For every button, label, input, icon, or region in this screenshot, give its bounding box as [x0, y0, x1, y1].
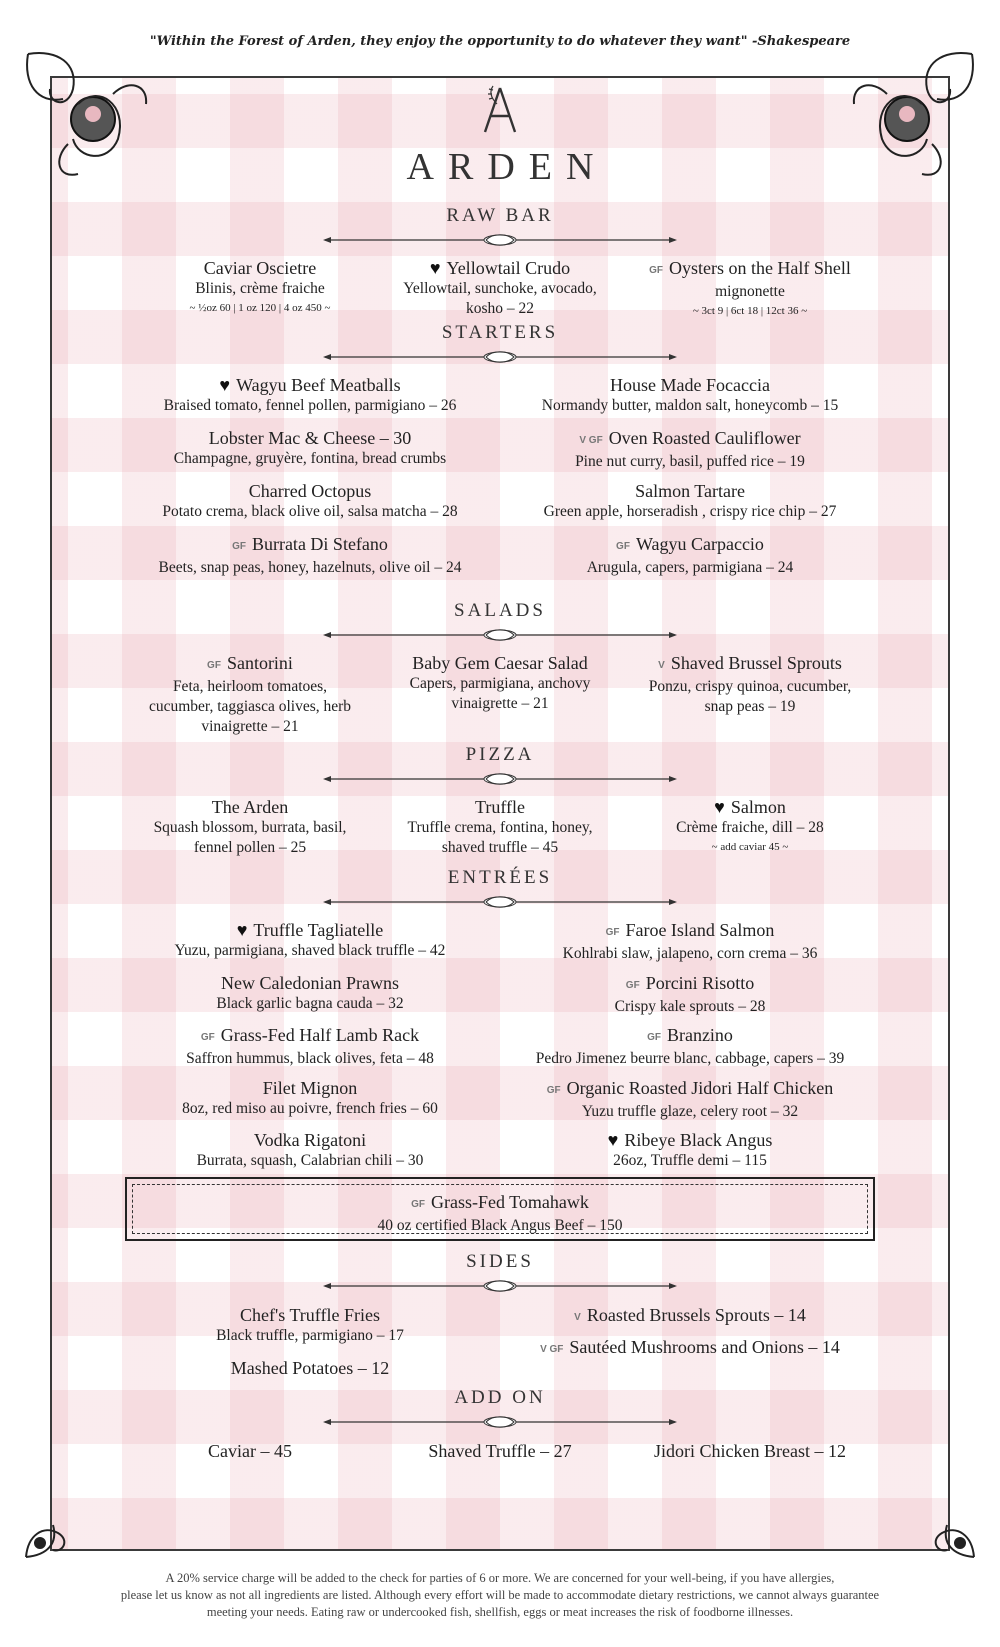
section-title-pizza: PIZZA [465, 744, 535, 765]
item-desc: 26oz, Truffle demi – 115 [613, 1152, 767, 1169]
item-desc: kosho – 22 [465, 300, 535, 317]
item-name: Grass-Fed Tomahawk [431, 1192, 589, 1212]
diet-tag: V GF [540, 1344, 564, 1355]
section-title-salads: SALADS [454, 600, 546, 621]
menu-item [120, 1129, 500, 1171]
item-name: Caviar – 45 [208, 1441, 292, 1461]
diet-tag: GF [649, 265, 663, 276]
item-name: Wagyu Beef Meatballs [236, 375, 401, 395]
menu-item [150, 1357, 470, 1379]
section-divider [323, 891, 677, 913]
item-name: Jidori Chicken Breast – 12 [654, 1441, 846, 1461]
item-desc: Yellowtail, sunchoke, avocado, [403, 280, 597, 297]
footer-disclaimer [60, 1570, 940, 1621]
item-name: Santorini [226, 653, 293, 673]
item-desc: mignonette [715, 283, 785, 300]
section-title-raw-bar: RAW BAR [446, 205, 554, 226]
item-name: Lobster Mac & Cheese – 30 [208, 428, 412, 448]
heart-icon: ♥ [607, 1130, 619, 1150]
section-title-sides: SIDES [466, 1251, 534, 1272]
item-desc: Ponzu, crispy quinoa, cucumber, [648, 678, 852, 695]
item-desc: Crème fraiche, dill – 28 [676, 819, 824, 836]
item-desc: shaved truffle – 45 [441, 839, 559, 856]
item-name: Caviar Oscietre [203, 258, 317, 278]
item-name: Shaved Truffle – 27 [428, 1441, 572, 1461]
item-desc: Beets, snap peas, honey, hazelnuts, olive oil – 24 [158, 559, 462, 576]
section-divider [323, 346, 677, 368]
section-divider [323, 768, 677, 790]
item-desc: Squash blossom, burrata, basil, [153, 819, 347, 836]
diet-tag: V [574, 1312, 581, 1323]
menu-item [380, 796, 620, 858]
item-desc: Truffle crema, fontina, honey, [407, 819, 593, 836]
item-name: Wagyu Carpaccio [635, 534, 764, 554]
section-title-entrees: ENTRÉES [447, 867, 553, 888]
menu-item [500, 480, 880, 522]
item-desc: Champagne, gruyère, fontina, bread crumbs [173, 450, 447, 467]
item-desc: Arugula, capers, parmigiana – 24 [586, 559, 794, 576]
item-name: Truffle [474, 797, 525, 817]
menu-item [500, 1336, 880, 1361]
menu-item [380, 257, 620, 319]
featured-item [300, 1191, 700, 1236]
item-note: ~ 3ct 9 | 6ct 18 | 12ct 36 ~ [692, 305, 808, 317]
item-desc: vinaigrette – 21 [201, 718, 299, 735]
diet-tag: GF [647, 1032, 661, 1043]
item-desc: Normandy butter, maldon salt, honeycomb – 15 [541, 397, 839, 414]
item-name: Grass-Fed Half Lamb Rack [220, 1025, 420, 1045]
item-desc: Feta, heirloom tomatoes, [172, 678, 328, 695]
menu-item [500, 533, 880, 578]
item-desc: Saffron hummus, black olives, feta – 48 [186, 1050, 434, 1067]
diet-tag: V GF [579, 435, 603, 446]
item-name: Burrata Di Stefano [251, 534, 388, 554]
item-desc: Yuzu truffle glaze, celery root – 32 [581, 1103, 799, 1120]
item-desc: Green apple, horseradish , crispy rice chip – 27 [543, 503, 837, 520]
section-divider [323, 1275, 677, 1297]
item-name: Sautéed Mushrooms and Onions – 14 [569, 1337, 840, 1357]
item-desc: Black truffle, parmigiano – 17 [216, 1327, 404, 1344]
item-name: Filet Mignon [262, 1078, 358, 1098]
item-name: Yellowtail Crudo [446, 258, 571, 278]
item-name: House Made Focaccia [610, 375, 770, 395]
item-name: Branzino [666, 1025, 733, 1045]
menu-item [120, 972, 500, 1014]
brand-name: ARDEN [406, 146, 608, 188]
diet-tag: GF [546, 1085, 561, 1096]
diet-tag: GF [616, 541, 630, 552]
footer-line: meeting your needs. Eating raw or undercooked fish, shellfish, eggs or meat increases the risk of foodborne illnesses. [206, 1605, 794, 1619]
item-desc: Burrata, squash, Calabrian chili – 30 [196, 1152, 424, 1169]
menu-item [150, 1304, 470, 1346]
item-name: Charred Octopus [248, 481, 372, 501]
item-name: Oven Roasted Cauliflower [608, 428, 801, 448]
item-name: Shaved Brussel Sprouts [670, 653, 842, 673]
item-name: Baby Gem Caesar Salad [412, 653, 588, 673]
diet-tag: V [658, 660, 665, 671]
item-name: New Caledonian Prawns [221, 973, 399, 993]
menu-item [500, 919, 880, 964]
item-desc: Braised tomato, fennel pollen, parmigiano – 26 [163, 397, 457, 414]
item-desc: snap peas – 19 [704, 698, 796, 715]
menu-item [120, 919, 500, 961]
heart-icon: ♥ [236, 920, 248, 940]
item-name: Oysters on the Half Shell [668, 258, 851, 278]
arden-logo-icon [0, 84, 1000, 140]
footer-line: please let us know as not all ingredients are listed. Although every effort will be made to accommodate dietary restrictions, we cannot always guarantee [120, 1588, 880, 1602]
item-desc: Potato crema, black olive oil, salsa matcha – 28 [162, 503, 458, 520]
corner-ornament-bottom-right [912, 1495, 982, 1565]
menu-item [140, 257, 380, 317]
menu-item [500, 1024, 880, 1069]
menu-item [620, 1440, 880, 1462]
menu-item [500, 1129, 880, 1171]
menu-item [120, 480, 500, 522]
menu-item [380, 652, 620, 714]
item-name: Organic Roasted Jidori Half Chicken [566, 1078, 834, 1098]
section-title-add-on: ADD ON [454, 1387, 546, 1408]
menu-item [130, 796, 370, 858]
menu-item [120, 374, 500, 416]
item-desc: Crispy kale sprouts – 28 [614, 998, 766, 1015]
diet-tag: GF [232, 541, 246, 552]
menu-item [620, 257, 880, 320]
item-name: Truffle Tagliatelle [253, 920, 384, 940]
item-desc: Black garlic bagna cauda – 32 [216, 995, 404, 1012]
item-desc: Pine nut curry, basil, puffed rice – 19 [575, 453, 805, 470]
item-note: ~ ½oz 60 | 1 oz 120 | 4 oz 450 ~ [189, 302, 331, 314]
menu-item [120, 1024, 500, 1069]
item-desc: 40 oz certified Black Angus Beef – 150 [377, 1217, 623, 1234]
diet-tag: GF [200, 1032, 215, 1043]
item-name: Roasted Brussels Sprouts – 14 [586, 1305, 806, 1325]
item-desc: Kohlrabi slaw, jalapeno, corn crema – 36 [562, 945, 818, 962]
menu-item [120, 427, 500, 469]
diet-tag: GF [605, 927, 620, 938]
menu-item [500, 972, 880, 1017]
menu-item [120, 533, 500, 578]
item-name: Mashed Potatoes – 12 [230, 1358, 390, 1378]
diet-tag: GF [411, 1199, 425, 1210]
item-name: Porcini Risotto [645, 973, 755, 993]
heart-icon: ♥ [219, 375, 231, 395]
item-name: Chef's Truffle Fries [240, 1305, 380, 1325]
item-desc: cucumber, taggiasca olives, herb [148, 698, 352, 715]
item-name: Salmon Tartare [635, 481, 745, 501]
item-desc: Capers, parmigiana, anchovy [409, 675, 591, 692]
menu-item [500, 427, 880, 472]
heart-icon: ♥ [714, 797, 725, 817]
item-desc: Yuzu, parmigiana, shaved black truffle – 42 [174, 942, 446, 959]
section-divider [323, 1411, 677, 1433]
menu-item [500, 374, 880, 416]
menu-item [130, 652, 370, 737]
item-desc: Blinis, crème fraiche [195, 280, 325, 297]
item-desc: vinaigrette – 21 [451, 695, 549, 712]
heart-icon: ♥ [429, 258, 441, 278]
section-title-starters: STARTERS [441, 322, 559, 343]
item-name: Vodka Rigatoni [253, 1130, 367, 1150]
item-name: Salmon [730, 797, 786, 817]
item-desc: 8oz, red miso au poivre, french fries – 60 [182, 1100, 438, 1117]
item-desc: Pedro Jimenez beurre blanc, cabbage, capers – 39 [535, 1050, 845, 1067]
menu-item [120, 1077, 500, 1119]
menu-item [380, 1440, 620, 1462]
section-divider [323, 229, 677, 251]
item-name: Ribeye Black Angus [624, 1130, 773, 1150]
menu-item [620, 796, 880, 856]
item-desc: fennel pollen – 25 [193, 839, 307, 856]
diet-tag: GF [207, 660, 221, 671]
corner-ornament-bottom-left [18, 1495, 88, 1565]
header-quote: "Within the Forest of Arden, they enjoy the opportunity to do whatever they want" -Shakespeare [149, 34, 851, 49]
menu-item [130, 1440, 370, 1462]
item-note: ~ add caviar 45 ~ [711, 841, 789, 853]
diet-tag: GF [625, 980, 640, 991]
menu-item [500, 1304, 880, 1329]
menu-item [500, 1077, 880, 1122]
footer-line: A 20% service charge will be added to the check for parties of 6 or more. We are concerned for your well-being, if you have allergies, [165, 1571, 835, 1585]
menu-item [620, 652, 880, 717]
item-name: Faroe Island Salmon [625, 920, 775, 940]
section-divider [323, 624, 677, 646]
item-name: The Arden [211, 797, 289, 817]
